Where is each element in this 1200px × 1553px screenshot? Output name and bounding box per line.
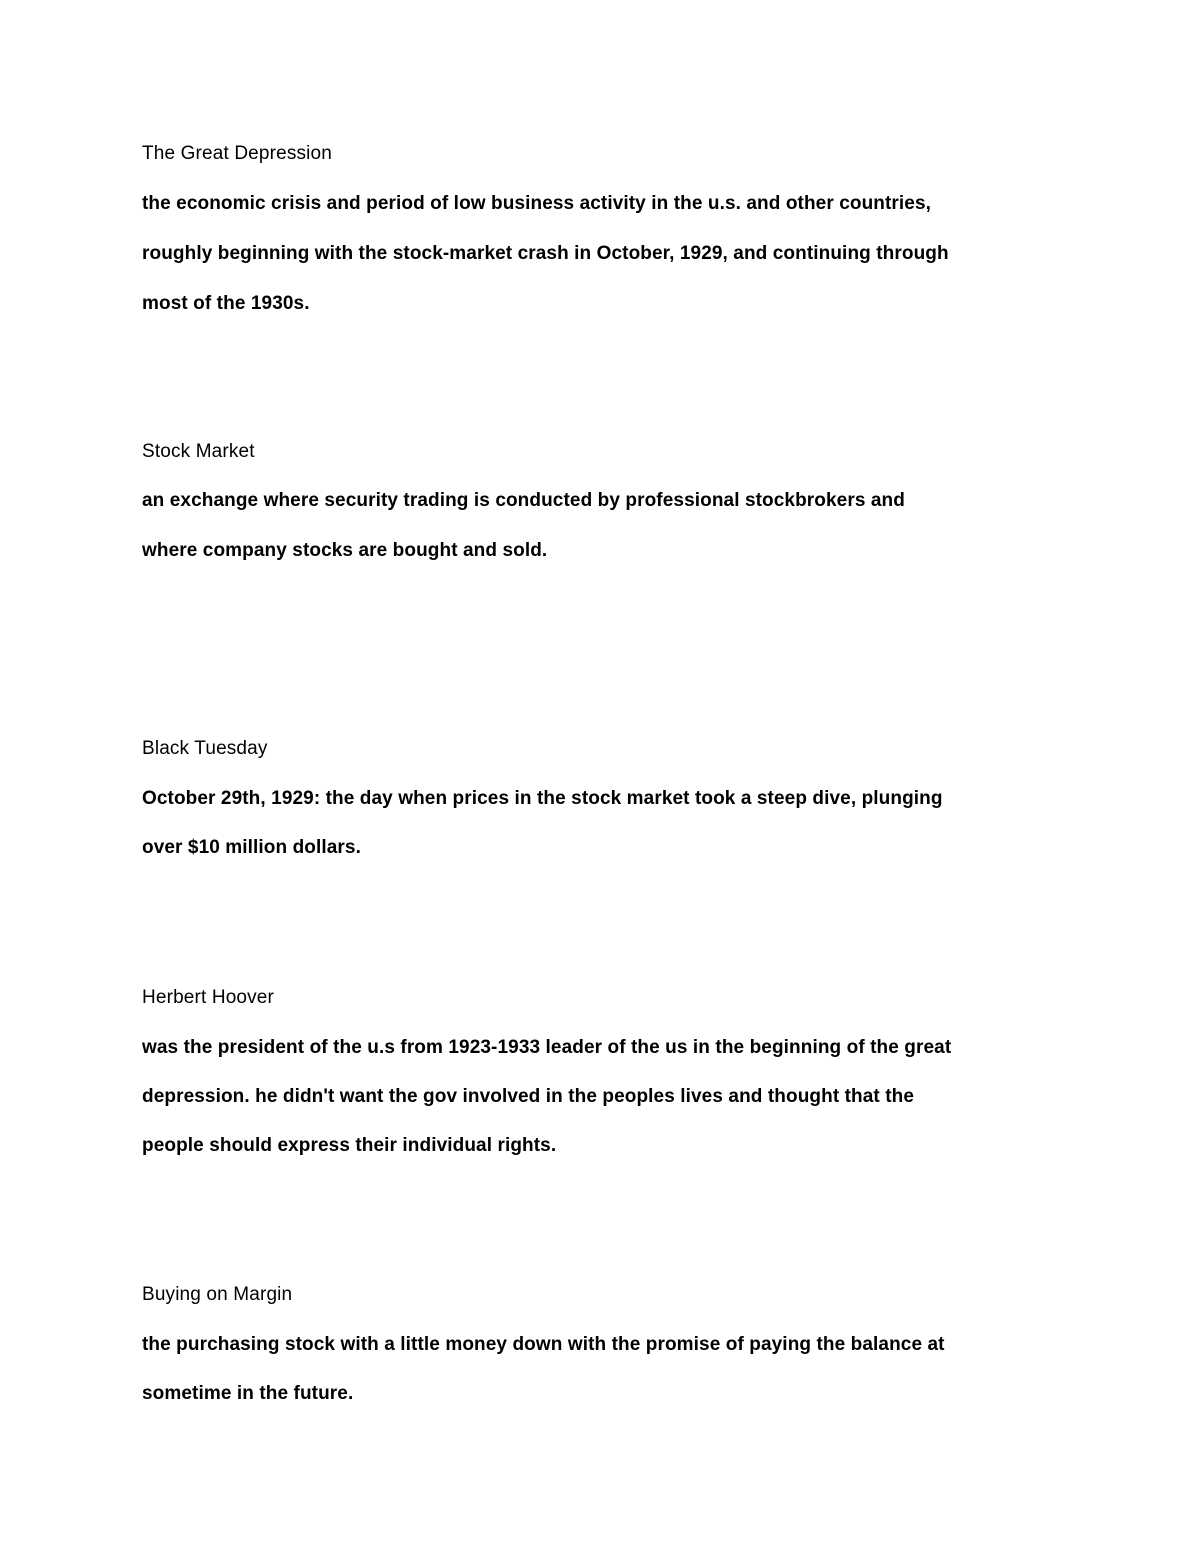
definition-line: over $10 million dollars. (142, 837, 361, 858)
definition-line: the purchasing stock with a little money down with the promise of paying the balance at (142, 1334, 945, 1355)
term-heading: Buying on Margin (142, 1284, 293, 1305)
definition-line: where company stocks are bought and sold. (142, 540, 548, 561)
definition-line: roughly beginning with the stock-market crash in October, 1929, and continuing through (142, 243, 949, 264)
term-heading: Black Tuesday (142, 738, 268, 759)
definition-line: most of the 1930s. (142, 293, 310, 314)
definition-line: sometime in the future. (142, 1383, 354, 1404)
definition-line: October 29th, 1929: the day when prices in the stock market took a steep dive, plunging (142, 788, 943, 809)
definition-line: was the president of the u.s from 1923-1933 leader of the us in the beginning of the great (142, 1037, 952, 1058)
definition-line: the economic crisis and period of low business activity in the u.s. and other countries, (142, 193, 932, 214)
definition-line: people should express their individual rights. (142, 1135, 557, 1156)
term-heading: Herbert Hoover (142, 987, 274, 1008)
term-heading: Stock Market (142, 441, 255, 462)
term-heading: The Great Depression (142, 143, 332, 164)
definition-line: an exchange where security trading is conducted by professional stockbrokers and (142, 490, 905, 511)
definition-line: depression. he didn't want the gov involved in the peoples lives and thought that the (142, 1086, 915, 1107)
